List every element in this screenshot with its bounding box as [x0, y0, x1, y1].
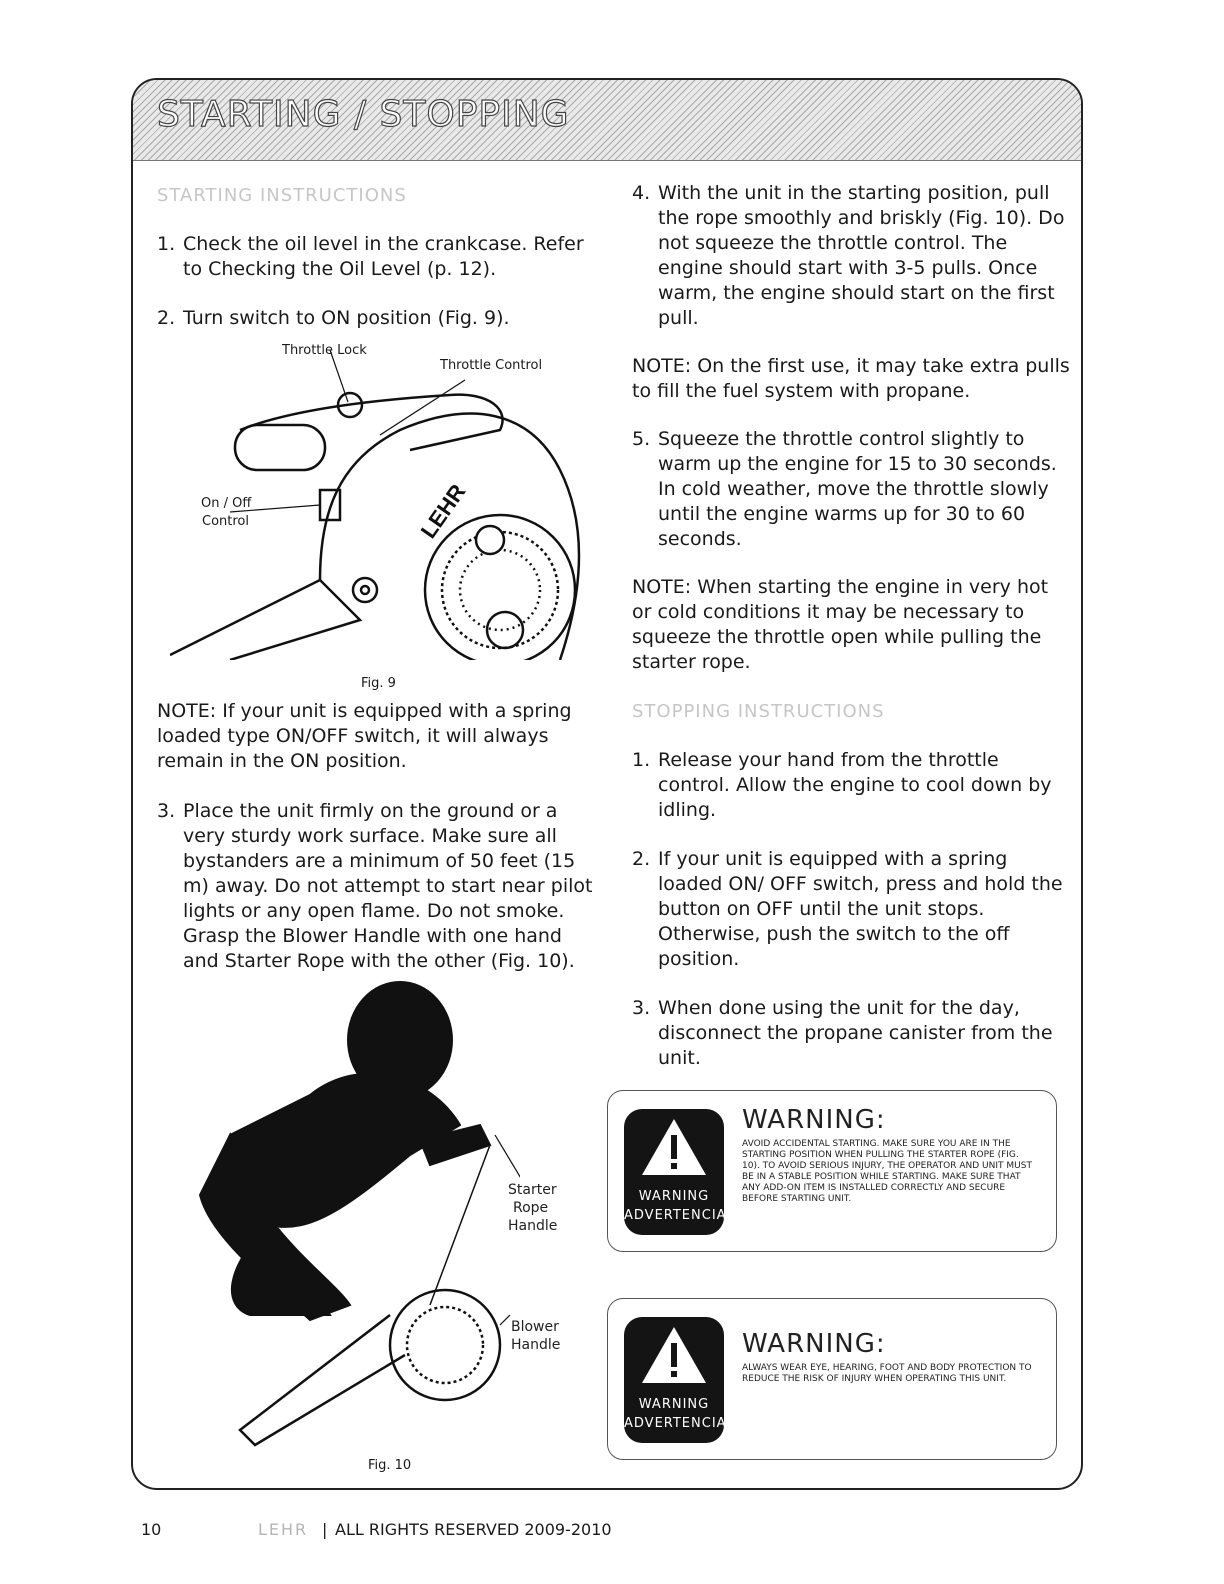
badge-warning-label: WARNING	[638, 1397, 710, 1412]
note-spring-switch: NOTE: If your unit is equipped with a spring loaded type ON/OFF switch, it will always remain in the ON position.	[157, 700, 572, 772]
step-number: 3.	[157, 800, 176, 822]
step-text: Place the unit firmly on the ground or a very sturdy work surface. Make sure all bystanders are a minimum of 50 feet (15 m) away. Do not attempt to start near pilot lights or any open flame. Do not smoke. Grasp the Blower Handle with one hand and Starter Rope with the other (Fig. 10).	[183, 800, 593, 972]
list-item	[632, 996, 1072, 1071]
note-first-use: NOTE: On the first use, it may take extra pulls to fill the fuel system with propane.	[632, 355, 1070, 402]
handle-grip	[235, 425, 325, 470]
handle-outline	[240, 395, 503, 450]
label-blower-line2: Handle	[511, 1337, 561, 1353]
label-onoff-1: On / Off	[201, 496, 252, 511]
step-number: 5.	[632, 428, 651, 450]
header-banner	[133, 80, 1081, 161]
label-throttle-control: Throttle Control	[440, 358, 543, 373]
warning-box-protection	[607, 1298, 1057, 1460]
warning-title: WARNING:	[742, 1105, 886, 1135]
step-number: 3.	[632, 997, 651, 1019]
left-column-middle	[157, 699, 597, 974]
warning-title: WARNING:	[742, 1329, 886, 1359]
step-number: 2.	[632, 848, 651, 870]
label-blower-handle	[511, 1318, 560, 1354]
body-outline	[320, 414, 579, 660]
step-text: If your unit is equipped with a spring loaded ON/ OFF switch, press and hold the button on OFF until the unit stops. Otherwise, push the switch to the off position.	[658, 848, 1063, 970]
step-text: Check the oil level in the crankcase. Refer to Checking the Oil Level (p. 12).	[183, 233, 584, 280]
warning-triangle-icon	[640, 1325, 708, 1385]
badge-warning-label: WARNING	[638, 1189, 710, 1204]
label-onoff-2: Control	[202, 514, 249, 529]
label-throttle-lock: Throttle Lock	[282, 343, 367, 358]
step-number: 4.	[632, 182, 651, 204]
step-number: 1.	[157, 233, 176, 255]
page-title: STARTING / STOPPING	[157, 94, 570, 135]
starting-instructions-heading: STARTING INSTRUCTIONS	[157, 185, 407, 206]
label-starter-line1: Starter	[508, 1182, 557, 1198]
label-starter-line2: Rope	[513, 1200, 549, 1216]
warning-badge	[624, 1109, 727, 1235]
step-text: With the unit in the starting position, pull the rope smoothly and briskly (Fig. 10). Do not squeeze the throttle control. The engine should start with 3-5 pulls. Once warm, the engine should start on the first pull.	[658, 182, 1065, 329]
starter-rope	[430, 1145, 490, 1305]
blower-grille	[407, 1307, 483, 1383]
fig10-operator-illustration	[190, 975, 520, 1455]
left-column-top	[157, 183, 597, 331]
warning-triangle-icon	[640, 1117, 708, 1177]
stopping-instructions-heading: STOPPING INSTRUCTIONS	[632, 701, 885, 722]
step-text: Squeeze the throttle control slightly to warm up the engine for 15 to 30 seconds. In cold weather, move the throttle slowly until the engine warms up for 30 to 60 seconds.	[658, 428, 1057, 550]
unit-brand: LEHR	[415, 479, 471, 543]
list-item	[157, 799, 597, 974]
list-item	[632, 847, 1072, 972]
list-item	[157, 306, 597, 331]
leader-starter	[495, 1135, 520, 1185]
footer-brand: LEHR	[258, 1520, 309, 1539]
step-number: 1.	[632, 749, 651, 771]
warning-text: ALWAYS WEAR EYE, HEARING, FOOT AND BODY PROTECTION TO REDUCE THE RISK OF INJURY WHEN OPERATING THIS UNIT.	[742, 1363, 1032, 1384]
label-starter-line3: Handle	[508, 1218, 558, 1234]
warning-badge	[624, 1317, 727, 1443]
badge-advertencia-label: ADVERTENCIA	[624, 1208, 727, 1223]
note-hot-cold: NOTE: When starting the engine in very hot or cold conditions it may be necessary to squeeze the throttle open while pulling the starter rope.	[632, 576, 1049, 673]
step-number: 2.	[157, 307, 176, 329]
warning-text: AVOID ACCIDENTAL STARTING. MAKE SURE YOU ARE IN THE STARTING POSITION WHEN PULLING THE STARTER ROPE (FIG. 10). TO AVOID SERIOUS INJURY, THE OPERATOR AND UNIT MUST BE IN A STABLE POSITION WHILE STARTING. MAKE SURE THAT ANY ADD-ON ITEM IS INSTALLED CORRECTLY AND SECURE BEFORE STARTING UNIT.	[742, 1139, 1032, 1204]
step-text: Release your hand from the throttle control. Allow the engine to cool down by idling.	[658, 749, 1052, 821]
leader-blower	[500, 1315, 510, 1325]
warning-box-starting	[607, 1090, 1057, 1252]
blower-tube	[240, 1315, 405, 1445]
fig10-caption: Fig. 10	[368, 1458, 412, 1473]
fastener-center	[361, 586, 369, 594]
footer-rights: ALL RIGHTS RESERVED 2009-2010	[335, 1520, 612, 1539]
cap	[476, 526, 504, 554]
list-item	[632, 181, 1072, 331]
leader-throttle-control	[380, 380, 465, 435]
page-number: 10	[141, 1520, 162, 1539]
fan-hub	[487, 612, 523, 648]
step-text: When done using the unit for the day, disconnect the propane canister from the unit.	[658, 997, 1053, 1069]
tube-outline	[170, 580, 360, 660]
fan-grille-inner	[460, 550, 540, 630]
step-text: Turn switch to ON position (Fig. 9).	[183, 307, 510, 329]
list-item	[632, 427, 1072, 552]
right-column	[632, 181, 1072, 1071]
label-starter-rope-handle	[508, 1181, 557, 1235]
label-blower-line1: Blower	[511, 1319, 559, 1335]
fastener	[353, 578, 377, 602]
badge-advertencia-label: ADVERTENCIA	[624, 1416, 727, 1431]
list-item	[157, 232, 597, 282]
fig9-caption: Fig. 9	[361, 676, 396, 691]
footer-separator: |	[322, 1520, 328, 1539]
list-item	[632, 748, 1072, 823]
